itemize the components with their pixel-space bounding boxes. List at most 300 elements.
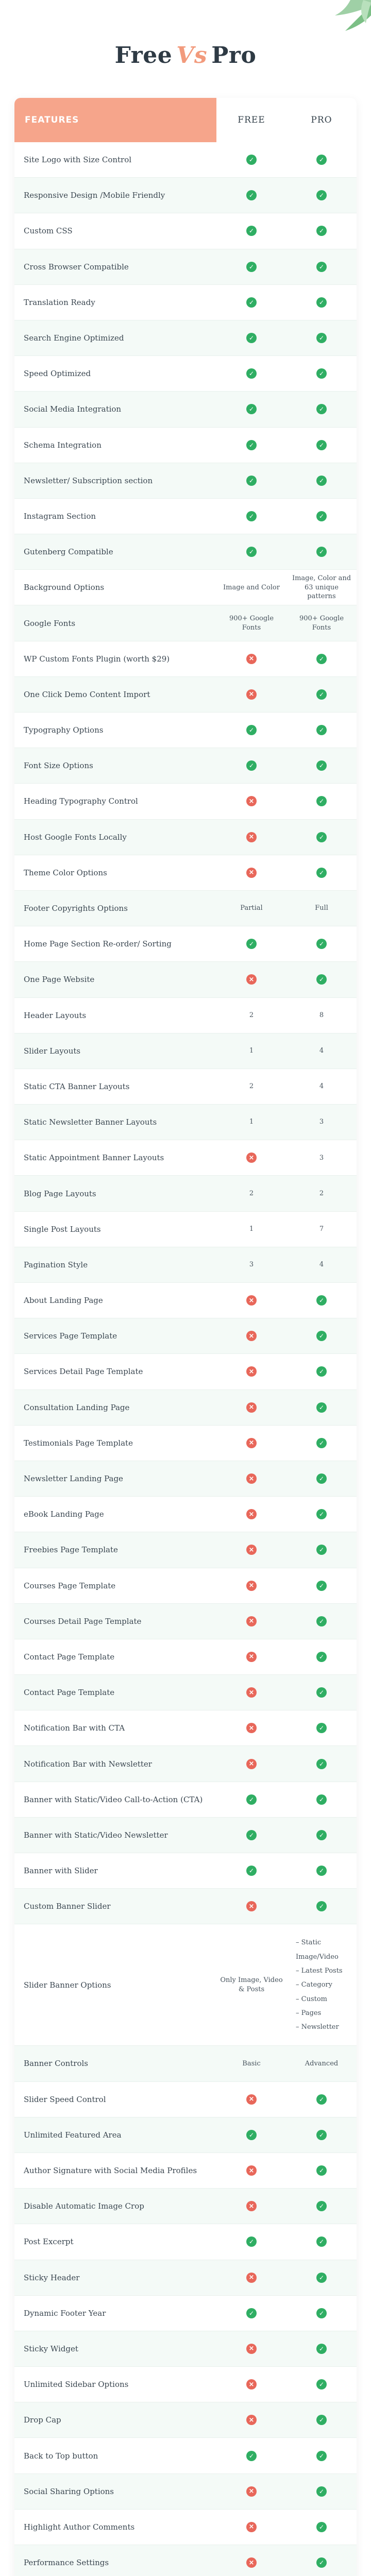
feature-name: Static Newsletter Banner Layouts: [24, 1117, 157, 1127]
feature-name: Custom Banner Slider: [24, 1902, 111, 1911]
check-circle-icon: ✓: [246, 297, 257, 308]
check-circle-icon: ✓: [316, 939, 327, 949]
check-circle-icon: ✓: [246, 262, 257, 272]
table-row: [14, 2331, 357, 2367]
feature-name: Author Signature with Social Media Profiles: [24, 2166, 197, 2176]
free-cell: [216, 1150, 286, 1165]
pro-cell: [286, 1151, 357, 1165]
free-cell: [216, 1436, 286, 1450]
pro-cell: [286, 794, 357, 808]
cross-circle-icon: ×: [246, 1901, 257, 1911]
table-row: [14, 1497, 357, 1532]
check-circle-icon: ✓: [316, 2557, 327, 2568]
check-circle-icon: ✓: [316, 2236, 327, 2247]
pro-cell: [286, 723, 357, 737]
pro-column-header: PRO: [286, 98, 357, 142]
feature-name: Background Options: [24, 583, 105, 592]
table-row: [14, 178, 357, 213]
table-row: [14, 2189, 357, 2224]
pro-value: 2: [319, 1189, 324, 1197]
feature-name: Static CTA Banner Layouts: [24, 1081, 130, 1091]
check-circle-icon: ✓: [316, 2379, 327, 2389]
pro-cell: [286, 2342, 357, 2356]
table-row: [14, 1354, 357, 1389]
check-circle-icon: ✓: [316, 404, 327, 414]
check-circle-icon: ✓: [316, 1545, 327, 1555]
feature-name: Search Engine Optimized: [24, 333, 124, 343]
free-cell: [216, 1471, 286, 1486]
free-cell: [216, 260, 286, 274]
table-row: [14, 820, 357, 855]
cross-circle-icon: ×: [246, 1473, 257, 1484]
pro-cell: [286, 1934, 357, 2036]
check-circle-icon: ✓: [316, 1331, 327, 1341]
feature-name: Sticky Widget: [24, 2344, 78, 2353]
pro-cell: [286, 1115, 357, 1129]
feature-name: Services Page Template: [24, 1331, 117, 1341]
feature-name: Single Post Layouts: [24, 1224, 101, 1234]
free-cell: [216, 1614, 286, 1629]
feature-name: Social Media Integration: [24, 404, 122, 414]
feature-name: Slider Layouts: [24, 1046, 81, 1056]
check-circle-icon: ✓: [246, 760, 257, 771]
free-value: 1: [249, 1047, 254, 1055]
check-circle-icon: ✓: [246, 725, 257, 735]
cross-circle-icon: ×: [246, 654, 257, 664]
feature-name: Home Page Section Re-order/ Sorting: [24, 939, 172, 949]
table-row: [14, 499, 357, 534]
check-circle-icon: ✓: [316, 2308, 327, 2318]
free-cell: [216, 830, 286, 844]
check-circle-icon: ✓: [316, 2273, 327, 2283]
check-circle-icon: ✓: [246, 190, 257, 200]
free-cell: [216, 473, 286, 488]
table-row: [14, 392, 357, 427]
cross-circle-icon: ×: [246, 1723, 257, 1733]
free-value: 1: [249, 1118, 254, 1126]
check-circle-icon: ✓: [316, 511, 327, 521]
check-circle-icon: ✓: [246, 368, 257, 379]
table-row: [14, 1818, 357, 1853]
table-row: [14, 1710, 357, 1746]
check-circle-icon: ✓: [316, 974, 327, 985]
free-cell: [216, 2342, 286, 2356]
pro-cell: [286, 1329, 357, 1343]
table-row: [14, 1283, 357, 1318]
cross-circle-icon: ×: [246, 1402, 257, 1413]
free-value: Basic: [242, 2059, 261, 2067]
pro-cell: [286, 972, 357, 987]
pro-value: 7: [319, 1225, 324, 1233]
check-circle-icon: ✓: [316, 1652, 327, 1662]
pro-cell: [286, 545, 357, 559]
check-circle-icon: ✓: [246, 476, 257, 486]
pro-cell: [286, 509, 357, 523]
pro-cell: [286, 2449, 357, 2463]
pro-cell: [286, 2555, 357, 2570]
cross-circle-icon: ×: [246, 1687, 257, 1698]
table-row: [14, 428, 357, 463]
free-cell: [216, 2128, 286, 2142]
pro-cell: [286, 1792, 357, 1807]
check-circle-icon: ✓: [316, 262, 327, 272]
cross-circle-icon: ×: [246, 1295, 257, 1306]
free-cell: [216, 1223, 286, 1236]
pro-cell: [286, 1258, 357, 1272]
pro-cell: [286, 2413, 357, 2427]
pro-cell: [286, 295, 357, 310]
cross-circle-icon: ×: [246, 1616, 257, 1626]
check-circle-icon: ✓: [316, 440, 327, 450]
feature-name: Social Sharing Options: [24, 2486, 114, 2496]
pro-cell: [286, 1009, 357, 1022]
table-row: [14, 784, 357, 819]
table-row: [14, 320, 357, 356]
table-row: [14, 1105, 357, 1140]
check-circle-icon: ✓: [316, 725, 327, 735]
check-circle-icon: ✓: [316, 1794, 327, 1805]
pro-option-item: – Newsletter: [296, 2020, 353, 2034]
free-cell: [216, 438, 286, 452]
check-circle-icon: ✓: [316, 297, 327, 308]
feature-name: Banner Controls: [24, 2059, 88, 2069]
table-row: [14, 2224, 357, 2260]
cross-circle-icon: ×: [246, 2415, 257, 2425]
free-value: 1: [249, 1225, 254, 1233]
check-circle-icon: ✓: [316, 2165, 327, 2176]
check-circle-icon: ✓: [316, 1616, 327, 1626]
check-circle-icon: ✓: [246, 2451, 257, 2461]
pro-cell: [286, 2306, 357, 2320]
feature-name: eBook Landing Page: [24, 1510, 104, 1519]
table-row: [14, 1318, 357, 1354]
table-row: [14, 285, 357, 320]
feature-name: Newsletter Landing Page: [24, 1474, 123, 1484]
feature-name: Banner with Static/Video Call-to-Action (CTA): [24, 1794, 203, 1804]
cross-circle-icon: ×: [246, 1331, 257, 1341]
check-circle-icon: ✓: [316, 1866, 327, 1876]
feature-name: Back to Top button: [24, 2451, 98, 2461]
pro-option-item: – Category: [296, 1978, 353, 1992]
check-circle-icon: ✓: [316, 2415, 327, 2425]
feature-name: Custom CSS: [24, 226, 73, 236]
table-row: [14, 1033, 357, 1069]
check-circle-icon: ✓: [246, 2308, 257, 2318]
table-row: [14, 1532, 357, 1568]
free-cell: [216, 1080, 286, 1093]
free-cell: [216, 1009, 286, 1022]
feature-name: Banner with Static/Video Newsletter: [24, 1830, 168, 1840]
check-circle-icon: ✓: [316, 368, 327, 379]
cross-circle-icon: ×: [246, 1545, 257, 1555]
free-cell: [216, 188, 286, 202]
feature-name: Responsive Design /Mobile Friendly: [24, 191, 165, 200]
pro-cell: [286, 1863, 357, 1878]
table-row: [14, 1568, 357, 1604]
check-circle-icon: ✓: [316, 2522, 327, 2532]
free-cell: [216, 723, 286, 737]
cross-circle-icon: ×: [246, 1581, 257, 1591]
pro-cell: [286, 1721, 357, 1735]
pro-cell: [286, 830, 357, 844]
feature-name: Unlimited Sidebar Options: [24, 2380, 129, 2389]
free-cell: [216, 509, 286, 523]
feature-name: Footer Copyrights Options: [24, 904, 128, 913]
pro-option-item: – Pages: [296, 2006, 353, 2020]
feature-name: Drop Cap: [24, 2415, 61, 2425]
pro-cell: [286, 1187, 357, 1200]
cross-circle-icon: ×: [246, 832, 257, 842]
table-row: [14, 998, 357, 1033]
title-vs: Vs: [176, 42, 208, 69]
pro-cell: [286, 438, 357, 452]
check-circle-icon: ✓: [316, 2486, 327, 2497]
check-circle-icon: ✓: [316, 654, 327, 664]
cross-circle-icon: ×: [246, 1652, 257, 1662]
pro-option-item: – Custom: [296, 1992, 353, 2006]
feature-name: Translation Ready: [24, 297, 95, 307]
pro-cell: [286, 2520, 357, 2534]
pro-cell: [286, 572, 357, 603]
table-row: [14, 677, 357, 713]
pro-cell: [286, 2199, 357, 2213]
feature-name: Cross Browser Compatible: [24, 262, 129, 272]
free-cell: [216, 902, 286, 915]
feature-name: Blog Page Layouts: [24, 1189, 96, 1198]
feature-name: Contact Page Template: [24, 1688, 115, 1698]
check-circle-icon: ✓: [316, 1723, 327, 1733]
pro-cell: [286, 1436, 357, 1450]
table-row: [14, 142, 357, 178]
check-circle-icon: ✓: [246, 939, 257, 949]
free-cell: [216, 295, 286, 310]
check-circle-icon: ✓: [316, 2094, 327, 2105]
pro-value: Full: [315, 904, 328, 912]
feature-name: Instagram Section: [24, 511, 96, 521]
feature-name: Schema Integration: [24, 440, 102, 450]
pro-cell: [286, 402, 357, 416]
free-cell: [216, 1115, 286, 1129]
cross-circle-icon: ×: [246, 1509, 257, 1519]
pro-cell: [286, 1757, 357, 1771]
pro-cell: [286, 1507, 357, 1521]
check-circle-icon: ✓: [316, 155, 327, 165]
cross-circle-icon: ×: [246, 2201, 257, 2211]
table-header: [14, 98, 357, 142]
table-row: [14, 641, 357, 677]
free-cell: [216, 2234, 286, 2249]
check-circle-icon: ✓: [316, 2344, 327, 2354]
table-row: [14, 2438, 357, 2473]
pro-cell: [286, 902, 357, 915]
feature-name: Heading Typography Control: [24, 796, 138, 806]
pro-cell: [286, 2128, 357, 2142]
check-circle-icon: ✓: [316, 1759, 327, 1769]
pro-value: 4: [319, 1261, 324, 1269]
cross-circle-icon: ×: [246, 974, 257, 985]
check-circle-icon: ✓: [316, 1830, 327, 1840]
feature-name: Banner with Slider: [24, 1866, 98, 1876]
free-value: 2: [249, 1189, 254, 1197]
table-row: [14, 1675, 357, 1710]
pro-cell: [286, 2234, 357, 2249]
free-cell: [216, 2484, 286, 2499]
feature-name: Gutenberg Compatible: [24, 547, 113, 557]
table-row: [14, 748, 357, 784]
table-row: [14, 2260, 357, 2296]
pro-cell: [286, 2057, 357, 2071]
cross-circle-icon: ×: [246, 2379, 257, 2389]
pro-cell: [286, 1828, 357, 1842]
check-circle-icon: ✓: [246, 547, 257, 557]
free-cell: [216, 581, 286, 595]
table-row: [14, 213, 357, 249]
cross-circle-icon: ×: [246, 2344, 257, 2354]
pro-cell: [286, 2270, 357, 2285]
free-cell: [216, 1650, 286, 1664]
free-cell: [216, 1863, 286, 1878]
free-cell: [216, 1543, 286, 1557]
pro-cell: [286, 1080, 357, 1093]
free-cell: [216, 758, 286, 773]
pro-cell: [286, 758, 357, 773]
feature-name: Disable Automatic Image Crop: [24, 2201, 144, 2211]
table-row: [14, 570, 357, 605]
free-cell: [216, 1828, 286, 1842]
free-cell: [216, 1293, 286, 1308]
pro-value: 900+ Google Fonts: [299, 614, 344, 632]
feature-name: Performance Settings: [24, 2558, 109, 2568]
check-circle-icon: ✓: [316, 1901, 327, 1911]
check-circle-icon: ✓: [316, 476, 327, 486]
pro-cell: [286, 652, 357, 666]
free-cell: [216, 1400, 286, 1415]
free-cell: [216, 152, 286, 167]
pro-cell: [286, 2377, 357, 2392]
feature-name: Site Logo with Size Control: [24, 155, 132, 165]
pro-cell: [286, 331, 357, 345]
free-value: 900+ Google Fonts: [229, 614, 274, 632]
check-circle-icon: ✓: [316, 547, 327, 557]
check-circle-icon: ✓: [246, 1830, 257, 1840]
table-row: [14, 463, 357, 499]
check-circle-icon: ✓: [316, 689, 327, 700]
table-row: [14, 1176, 357, 1211]
pro-cell: [286, 1223, 357, 1236]
free-cell: [216, 2449, 286, 2463]
feature-name: WP Custom Fonts Plugin (worth $29): [24, 654, 170, 664]
feature-name: Highlight Author Comments: [24, 2522, 135, 2532]
feature-name: Header Layouts: [24, 1010, 87, 1020]
free-cell: [216, 224, 286, 238]
feature-name: Typography Options: [24, 725, 104, 735]
free-cell: [216, 2163, 286, 2178]
table-row: [14, 1212, 357, 1247]
check-circle-icon: ✓: [316, 2201, 327, 2211]
feature-name: Font Size Options: [24, 761, 93, 771]
cross-circle-icon: ×: [246, 796, 257, 806]
check-circle-icon: ✓: [316, 832, 327, 842]
free-cell: [216, 1579, 286, 1593]
cross-circle-icon: ×: [246, 1759, 257, 1769]
feature-name: Courses Detail Page Template: [24, 1616, 142, 1626]
pro-cell: [286, 1471, 357, 1486]
free-value: Only Image, Video & Posts: [220, 1976, 283, 1993]
free-cell: [216, 2377, 286, 2392]
feature-name: Pagination Style: [24, 1260, 88, 1269]
table-row: [14, 605, 357, 641]
check-circle-icon: ✓: [246, 155, 257, 165]
free-cell: [216, 652, 286, 666]
check-circle-icon: ✓: [246, 226, 257, 236]
pro-value: 3: [319, 1154, 324, 1162]
table-row: [14, 1390, 357, 1426]
pro-cell: [286, 473, 357, 488]
pro-cell: [286, 2163, 357, 2178]
free-cell: [216, 1258, 286, 1272]
check-circle-icon: ✓: [316, 190, 327, 200]
pro-value: Image, Color and 63 unique patterns: [292, 574, 351, 601]
check-circle-icon: ✓: [246, 404, 257, 414]
free-cell: [216, 687, 286, 702]
features-column-header: FEATURES: [14, 98, 216, 142]
table-row: [14, 1746, 357, 1782]
table-row: [14, 1426, 357, 1461]
pro-cell: [286, 2484, 357, 2499]
feature-name: Newsletter/ Subscription section: [24, 476, 153, 485]
pro-value: 8: [319, 1011, 324, 1019]
pro-cell: [286, 1364, 357, 1379]
pro-cell: [286, 152, 357, 167]
table-row: [14, 2153, 357, 2189]
pro-value: 3: [319, 1118, 324, 1126]
check-circle-icon: ✓: [246, 1866, 257, 1876]
table-row: [14, 926, 357, 962]
pro-cell: [286, 188, 357, 202]
check-circle-icon: ✓: [316, 226, 327, 236]
free-cell: [216, 366, 286, 381]
feature-name: One Page Website: [24, 975, 95, 985]
free-cell: [216, 1187, 286, 1200]
cross-circle-icon: ×: [246, 1366, 257, 1377]
pro-cell: [286, 366, 357, 381]
cross-circle-icon: ×: [246, 2557, 257, 2568]
cross-circle-icon: ×: [246, 1438, 257, 1448]
feature-name: Post Excerpt: [24, 2237, 74, 2247]
cross-circle-icon: ×: [246, 2486, 257, 2497]
table-row: [14, 249, 357, 285]
pro-cell: [286, 612, 357, 634]
check-circle-icon: ✓: [316, 868, 327, 878]
table-row: [14, 2082, 357, 2117]
check-circle-icon: ✓: [316, 760, 327, 771]
feature-name: Sticky Header: [24, 2273, 80, 2282]
cross-circle-icon: ×: [246, 689, 257, 700]
free-cell: [216, 2306, 286, 2320]
feature-name: Consultation Landing Page: [24, 1402, 130, 1412]
table-row: [14, 1924, 357, 2046]
table-row: [14, 713, 357, 748]
free-cell: [216, 1757, 286, 1771]
free-cell: [216, 1329, 286, 1343]
check-circle-icon: ✓: [246, 440, 257, 450]
free-cell: [216, 331, 286, 345]
feature-name: Theme Color Options: [24, 868, 107, 877]
pro-value: Advanced: [305, 2059, 339, 2067]
cross-circle-icon: ×: [246, 1153, 257, 1163]
free-cell: [216, 2520, 286, 2534]
table-row: [14, 2296, 357, 2331]
